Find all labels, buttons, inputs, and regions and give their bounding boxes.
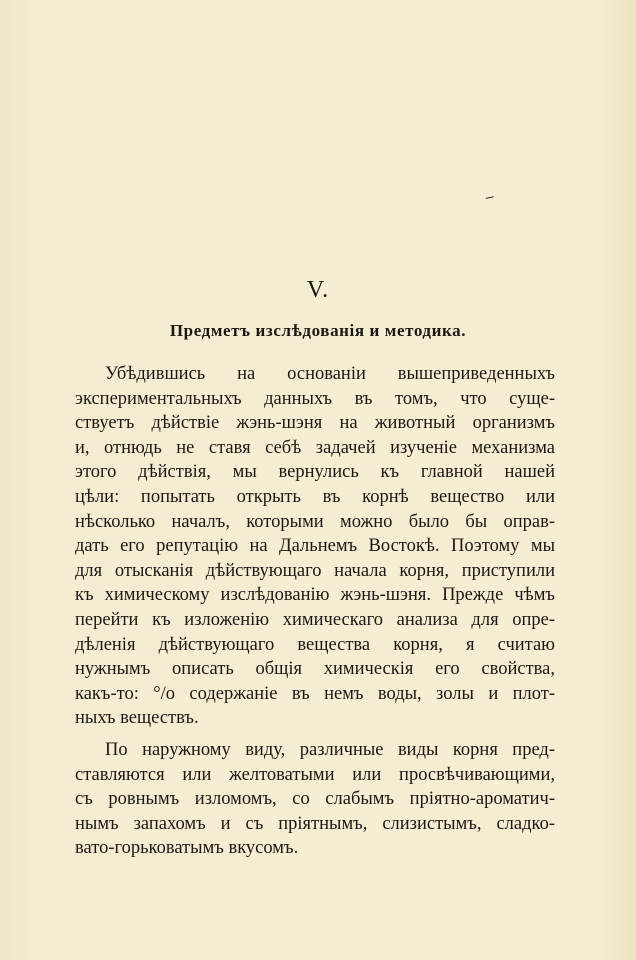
- text-line: дѣленія дѣйствующаго вещества корня, я считаю: [75, 634, 555, 655]
- text-line: къ химическому изслѣдованію жэнь-шэня. Прежде чѣмъ: [75, 585, 555, 606]
- text-line: перейти къ изложенію химическаго анализа для опре-: [75, 609, 555, 630]
- ink-speck: [486, 196, 495, 202]
- text-line: нѣсколько началъ, которыми можно было бы оправ-: [75, 511, 555, 532]
- text-line: этого дѣйствія, мы вернулись къ главной нашей: [75, 462, 555, 483]
- text-line: нужнымъ описать общія химическія его свойства,: [75, 659, 555, 680]
- paragraph-2: [75, 738, 555, 861]
- body-text: [75, 362, 555, 861]
- text-line: какъ-то: °/o содержаніе въ немъ воды, золы и плот-: [75, 683, 555, 704]
- text-line: По наружному виду, различные виды корня пред-: [105, 739, 555, 760]
- text-line: дать его репутацію на Дальнемъ Востокѣ. Поэтому мы: [75, 536, 555, 557]
- text-line: ставляются или желтоватыми или просвѣчивающими,: [75, 764, 555, 785]
- text-line: съ ровнымъ изломомъ, со слабымъ пріятно-ароматич-: [75, 789, 555, 810]
- text-line: ныхъ веществъ.: [75, 708, 199, 729]
- section-title: Предметъ изслѣдованія и методика.: [169, 321, 467, 340]
- text-line: нымъ запахомъ и съ пріятнымъ, слизистымъ, сладко-: [75, 813, 555, 834]
- paragraph-1: [75, 362, 555, 731]
- text-line: экспериментальныхъ данныхъ въ томъ, что суще-: [75, 388, 555, 409]
- chapter-number: V.: [306, 277, 330, 303]
- text-line: для отысканія дѣйствующаго начала корня, приступили: [75, 560, 555, 581]
- text-line: и, отнюдь не ставя себѣ задачей изученіе механизма: [75, 437, 555, 458]
- text-line: вато-горьковатымъ вкусомъ.: [75, 838, 299, 859]
- text-line: Убѣдившись на основаніи вышеприведенныхъ: [105, 364, 555, 384]
- text-line: цѣли: попытать открыть въ корнѣ вещество или: [75, 486, 555, 507]
- text-line: ствуетъ дѣйствіе жэнь-шэня на животный организмъ: [75, 413, 555, 434]
- paragraph-gap: [75, 731, 555, 738]
